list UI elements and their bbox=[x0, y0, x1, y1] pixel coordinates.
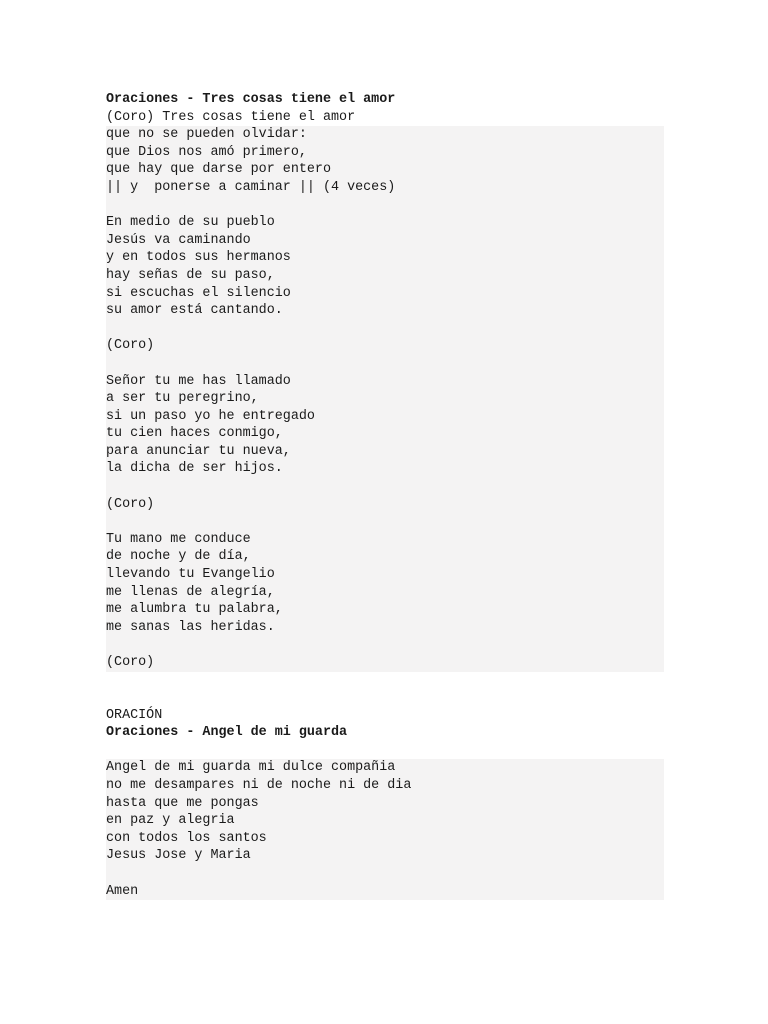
blank-line bbox=[106, 478, 664, 496]
lyrics-block-2 bbox=[106, 759, 664, 900]
chorus-intro-line: (Coro) Tres cosas tiene el amor bbox=[106, 109, 356, 125]
lyric-line: me sanas las heridas. bbox=[106, 619, 275, 635]
lyric-line: que hay que darse por entero bbox=[106, 162, 331, 178]
chorus-marker: (Coro) bbox=[106, 338, 155, 354]
prayer-title-1: Oraciones - Tres cosas tiene el amor bbox=[106, 92, 396, 107]
lyric-line: Jesús va caminando bbox=[106, 232, 251, 248]
prayer-line: no me desampares ni de noche ni de dia bbox=[106, 777, 412, 793]
blank-line bbox=[106, 742, 664, 760]
lyric-line: y en todos sus hermanos bbox=[106, 250, 291, 266]
section-spacer bbox=[106, 672, 664, 707]
lyric-line: Señor tu me has llamado bbox=[106, 373, 291, 389]
prayer-line: con todos los santos bbox=[106, 830, 267, 846]
lyric-line: En medio de su pueblo bbox=[106, 215, 275, 231]
document-page bbox=[106, 91, 664, 900]
prayer-title-2: Oraciones - Angel de mi guarda bbox=[106, 725, 348, 741]
prayer-line: Angel de mi guarda mi dulce compañia bbox=[106, 760, 396, 776]
lyric-line: tu cien haces conmigo, bbox=[106, 426, 283, 442]
lyric-line: a ser tu peregrino, bbox=[106, 391, 259, 407]
prayer-line: hasta que me pongas bbox=[106, 795, 259, 811]
lyrics-block-1 bbox=[106, 126, 664, 671]
lyric-line: que no se pueden olvidar: bbox=[106, 127, 307, 143]
blank-line bbox=[106, 355, 664, 373]
chorus-marker: (Coro) bbox=[106, 655, 155, 670]
section-label: ORACIÓN bbox=[106, 707, 163, 723]
lyric-line: si escuchas el silencio bbox=[106, 285, 291, 301]
blank-line bbox=[106, 636, 664, 654]
lyric-line: de noche y de día, bbox=[106, 549, 251, 565]
lyric-line: || y ponerse a caminar || (4 veces) bbox=[106, 179, 396, 195]
blank-line bbox=[106, 320, 664, 338]
blank-line bbox=[106, 865, 664, 883]
prayer-line: Amen bbox=[106, 883, 139, 899]
lyric-line: Tu mano me conduce bbox=[106, 531, 251, 547]
blank-line bbox=[106, 197, 664, 215]
lyric-line: la dicha de ser hijos. bbox=[106, 461, 283, 477]
lyric-line: me llenas de alegría, bbox=[106, 584, 275, 600]
lyric-line: su amor está cantando. bbox=[106, 303, 283, 319]
lyric-line: llevando tu Evangelio bbox=[106, 567, 275, 583]
lyric-line: me alumbra tu palabra, bbox=[106, 602, 283, 618]
blank-line bbox=[106, 513, 664, 531]
prayer-line: en paz y alegria bbox=[106, 813, 235, 829]
prayer-line: Jesus Jose y Maria bbox=[106, 848, 251, 864]
lyric-line: hay señas de su paso, bbox=[106, 267, 275, 283]
lyric-line: para anunciar tu nueva, bbox=[106, 443, 291, 459]
chorus-marker: (Coro) bbox=[106, 496, 155, 512]
lyric-line: si un paso yo he entregado bbox=[106, 408, 315, 424]
lyric-line: que Dios nos amó primero, bbox=[106, 144, 307, 160]
